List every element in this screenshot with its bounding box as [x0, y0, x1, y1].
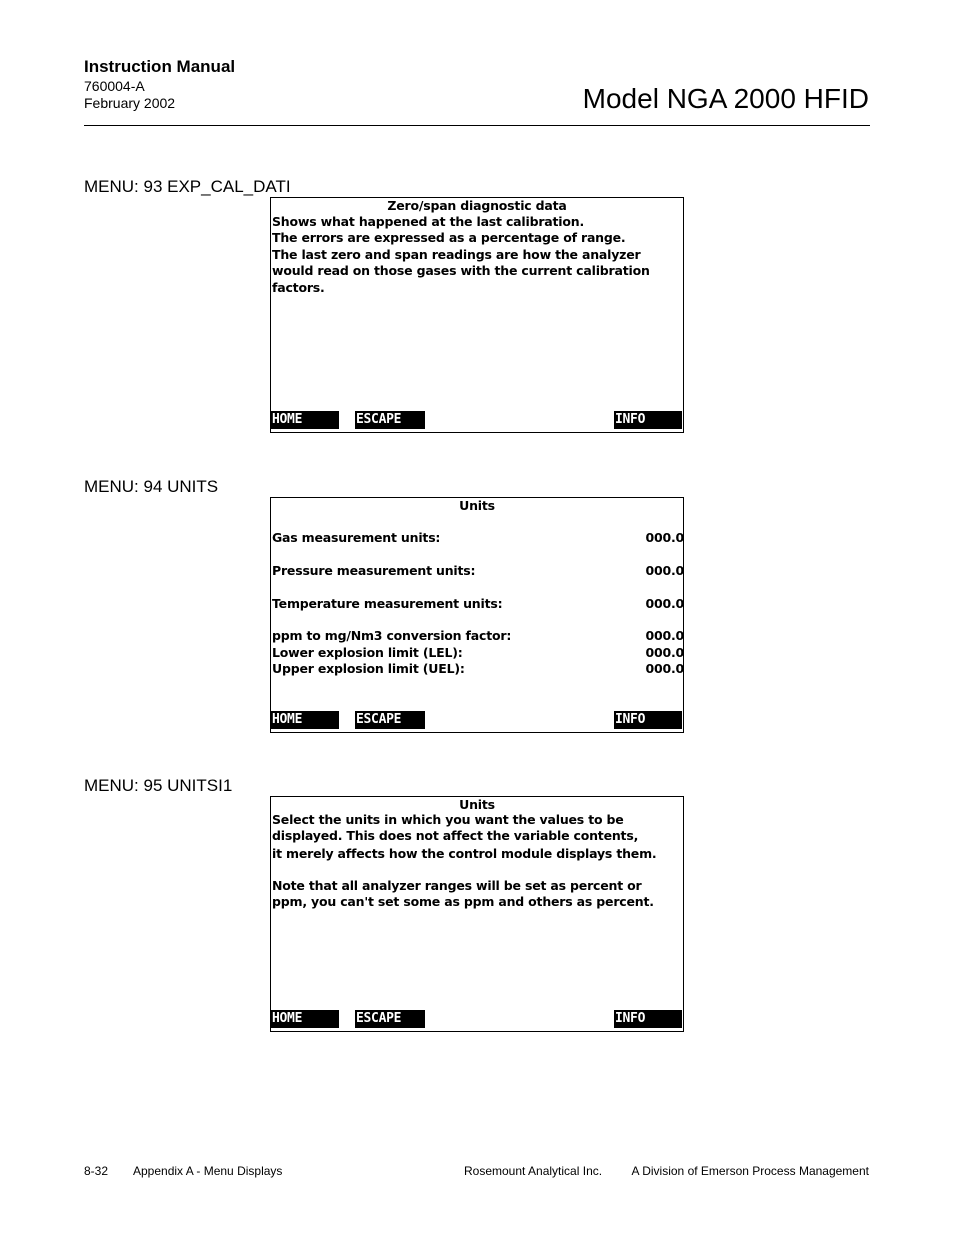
- manual-title: Instruction Manual: [84, 57, 236, 76]
- escape-softkey[interactable]: ESCAPE: [355, 711, 425, 729]
- menu-93-screen: [270, 197, 684, 433]
- gas-units-value[interactable]: 000.0: [645, 530, 684, 545]
- escape-softkey[interactable]: ESCAPE: [355, 411, 425, 429]
- model-title: Model NGA 2000 HFID: [582, 83, 869, 114]
- pressure-units-value[interactable]: 000.0: [645, 563, 684, 578]
- uel-value[interactable]: 000.0: [645, 661, 684, 676]
- info-softkey[interactable]: INFO: [614, 711, 682, 729]
- menu-94-screen: [270, 497, 684, 733]
- document-date: February 2002: [84, 95, 176, 111]
- conversion-factor-label: ppm to mg/Nm3 conversion factor:: [272, 628, 512, 643]
- pressure-units-label: Pressure measurement units:: [272, 563, 476, 578]
- menu-95-screen: [270, 796, 684, 1032]
- menu-94-label: MENU: 94 UNITS: [84, 477, 219, 496]
- footer-division: A Division of Emerson Process Management: [631, 1164, 869, 1178]
- home-softkey[interactable]: HOME: [271, 1010, 339, 1028]
- temperature-units-label: Temperature measurement units:: [272, 596, 503, 611]
- temperature-units-value[interactable]: 000.0: [645, 596, 684, 611]
- screen-title: Zero/span diagnostic data: [387, 198, 567, 213]
- header-divider: [84, 125, 870, 126]
- escape-softkey[interactable]: ESCAPE: [355, 1010, 425, 1028]
- gas-units-label: Gas measurement units:: [272, 530, 441, 545]
- screen-text-line: displayed. This does not affect the variable contents,: [272, 828, 639, 843]
- screen-text-line: ppm, you can't set some as ppm and others as percent.: [272, 894, 654, 909]
- screen-text-line: Select the units in which you want the values to be: [272, 812, 624, 827]
- info-softkey[interactable]: INFO: [614, 411, 682, 429]
- uel-label: Upper explosion limit (UEL):: [272, 661, 465, 676]
- lel-value[interactable]: 000.0: [645, 645, 684, 660]
- screen-text-line: would read on those gases with the current calibration: [272, 263, 650, 278]
- screen-text-line: The errors are expressed as a percentage of range.: [272, 230, 626, 245]
- footer-section: Appendix A - Menu Displays: [133, 1164, 283, 1178]
- screen-text-line: factors.: [272, 280, 325, 295]
- home-softkey[interactable]: HOME: [271, 411, 339, 429]
- home-softkey[interactable]: HOME: [271, 711, 339, 729]
- screen-text-line: it merely affects how the control module displays them.: [272, 846, 657, 861]
- screen-text-line: Shows what happened at the last calibration.: [272, 214, 585, 229]
- page-number: 8-32: [84, 1164, 109, 1178]
- menu-95-label: MENU: 95 UNITSI1: [84, 776, 233, 795]
- info-softkey[interactable]: INFO: [614, 1010, 682, 1028]
- screen-text-line: The last zero and span readings are how the analyzer: [272, 247, 641, 262]
- footer-company: Rosemount Analytical Inc.: [464, 1164, 603, 1178]
- document-number: 760004-A: [84, 78, 145, 94]
- conversion-factor-value[interactable]: 000.0: [645, 628, 684, 643]
- screen-title: Units: [459, 797, 495, 812]
- menu-93-label: MENU: 93 EXP_CAL_DATI: [84, 177, 291, 196]
- lel-label: Lower explosion limit (LEL):: [272, 645, 463, 660]
- screen-text-line: Note that all analyzer ranges will be set as percent or: [272, 878, 642, 893]
- screen-title: Units: [459, 498, 495, 513]
